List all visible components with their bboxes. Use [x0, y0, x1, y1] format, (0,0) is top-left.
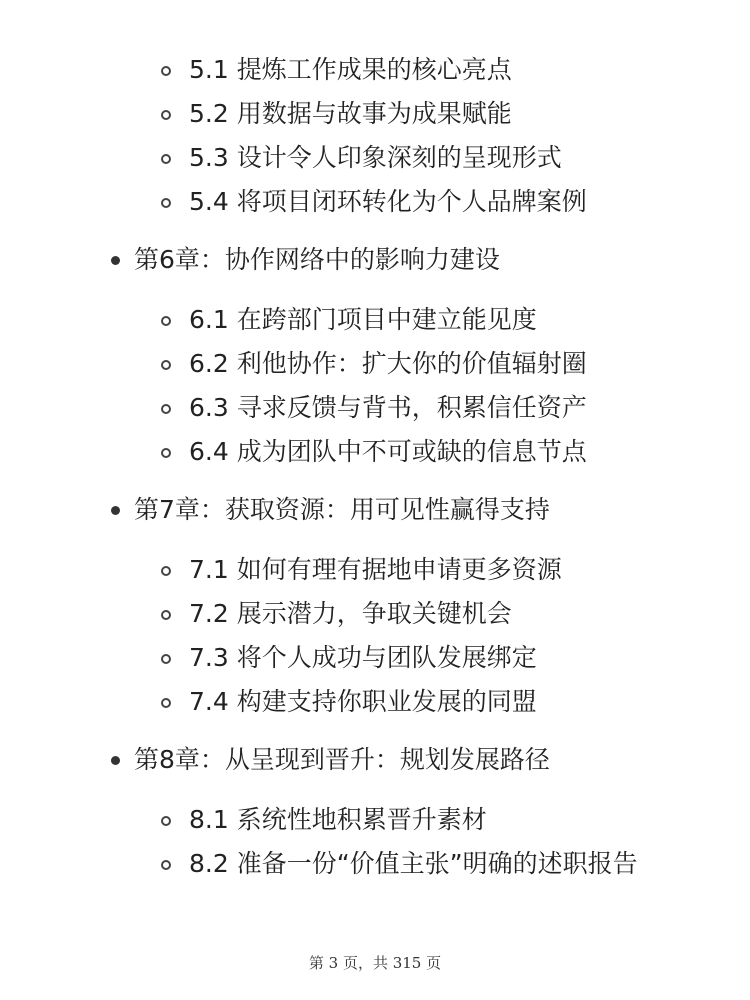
hollow-bullet-icon: [161, 610, 171, 620]
toc-item-8-2: [0, 842, 750, 882]
filled-bullet-icon: [111, 756, 120, 765]
toc-item-label: 7.3 将个人成功与团队发展绑定: [189, 643, 537, 672]
toc-chapter-8: [0, 738, 750, 782]
toc-item-label: 5.3 设计令人印象深刻的呈现形式: [189, 143, 562, 172]
toc-item-7-3: [0, 636, 750, 680]
chapter-title: 第6章：协作网络中的影响力建设: [134, 245, 500, 274]
filled-bullet-icon: [111, 506, 120, 515]
toc-item-5-2: [0, 92, 750, 136]
toc-item-5-4: [0, 180, 750, 224]
toc-item-label: 8.2 准备一份“价值主张”明确的述职报告: [189, 849, 638, 878]
hollow-bullet-icon: [161, 860, 171, 870]
toc-item-7-4: [0, 680, 750, 724]
page-number: 第 3 页，共 315 页: [308, 954, 442, 972]
toc-item-8-1: [0, 798, 750, 842]
hollow-bullet-icon: [161, 360, 171, 370]
toc-item-label: 6.1 在跨部门项目中建立能见度: [189, 305, 537, 334]
toc-item-label: 7.2 展示潜力，争取关键机会: [189, 599, 512, 628]
hollow-bullet-icon: [161, 654, 171, 664]
hollow-bullet-icon: [161, 566, 171, 576]
toc-item-label: 5.1 提炼工作成果的核心亮点: [189, 55, 512, 84]
toc-item-label: 8.1 系统性地积累晋升素材: [189, 805, 487, 834]
toc-item-6-3: [0, 386, 750, 430]
toc-item-7-1: [0, 548, 750, 592]
toc-item-5-1: [0, 48, 750, 92]
hollow-bullet-icon: [161, 198, 171, 208]
toc-item-5-3: [0, 136, 750, 180]
hollow-bullet-icon: [161, 66, 171, 76]
toc-chapter-7: [0, 488, 750, 532]
toc-chapter-6: [0, 238, 750, 282]
toc-item-label: 5.2 用数据与故事为成果赋能: [189, 99, 512, 128]
toc-item-6-1: [0, 298, 750, 342]
chapter-title: 第8章：从呈现到晋升：规划发展路径: [134, 745, 550, 774]
toc-item-label: 7.1 如何有理有据地申请更多资源: [189, 555, 562, 584]
toc-item-label: 6.3 寻求反馈与背书，积累信任资产: [189, 393, 587, 422]
table-of-contents: [0, 48, 750, 882]
hollow-bullet-icon: [161, 404, 171, 414]
hollow-bullet-icon: [161, 816, 171, 826]
toc-item-6-2: [0, 342, 750, 386]
toc-item-6-4: [0, 430, 750, 474]
hollow-bullet-icon: [161, 316, 171, 326]
chapter-title: 第7章：获取资源：用可见性赢得支持: [134, 495, 550, 524]
toc-item-7-2: [0, 592, 750, 636]
toc-item-label: 6.2 利他协作：扩大你的价值辐射圈: [189, 349, 587, 378]
hollow-bullet-icon: [161, 110, 171, 120]
hollow-bullet-icon: [161, 154, 171, 164]
toc-item-label: 5.4 将项目闭环转化为个人品牌案例: [189, 187, 587, 216]
toc-item-label: 6.4 成为团队中不可或缺的信息节点: [189, 437, 587, 466]
hollow-bullet-icon: [161, 698, 171, 708]
filled-bullet-icon: [111, 256, 120, 265]
toc-item-label: 7.4 构建支持你职业发展的同盟: [189, 687, 537, 716]
hollow-bullet-icon: [161, 448, 171, 458]
